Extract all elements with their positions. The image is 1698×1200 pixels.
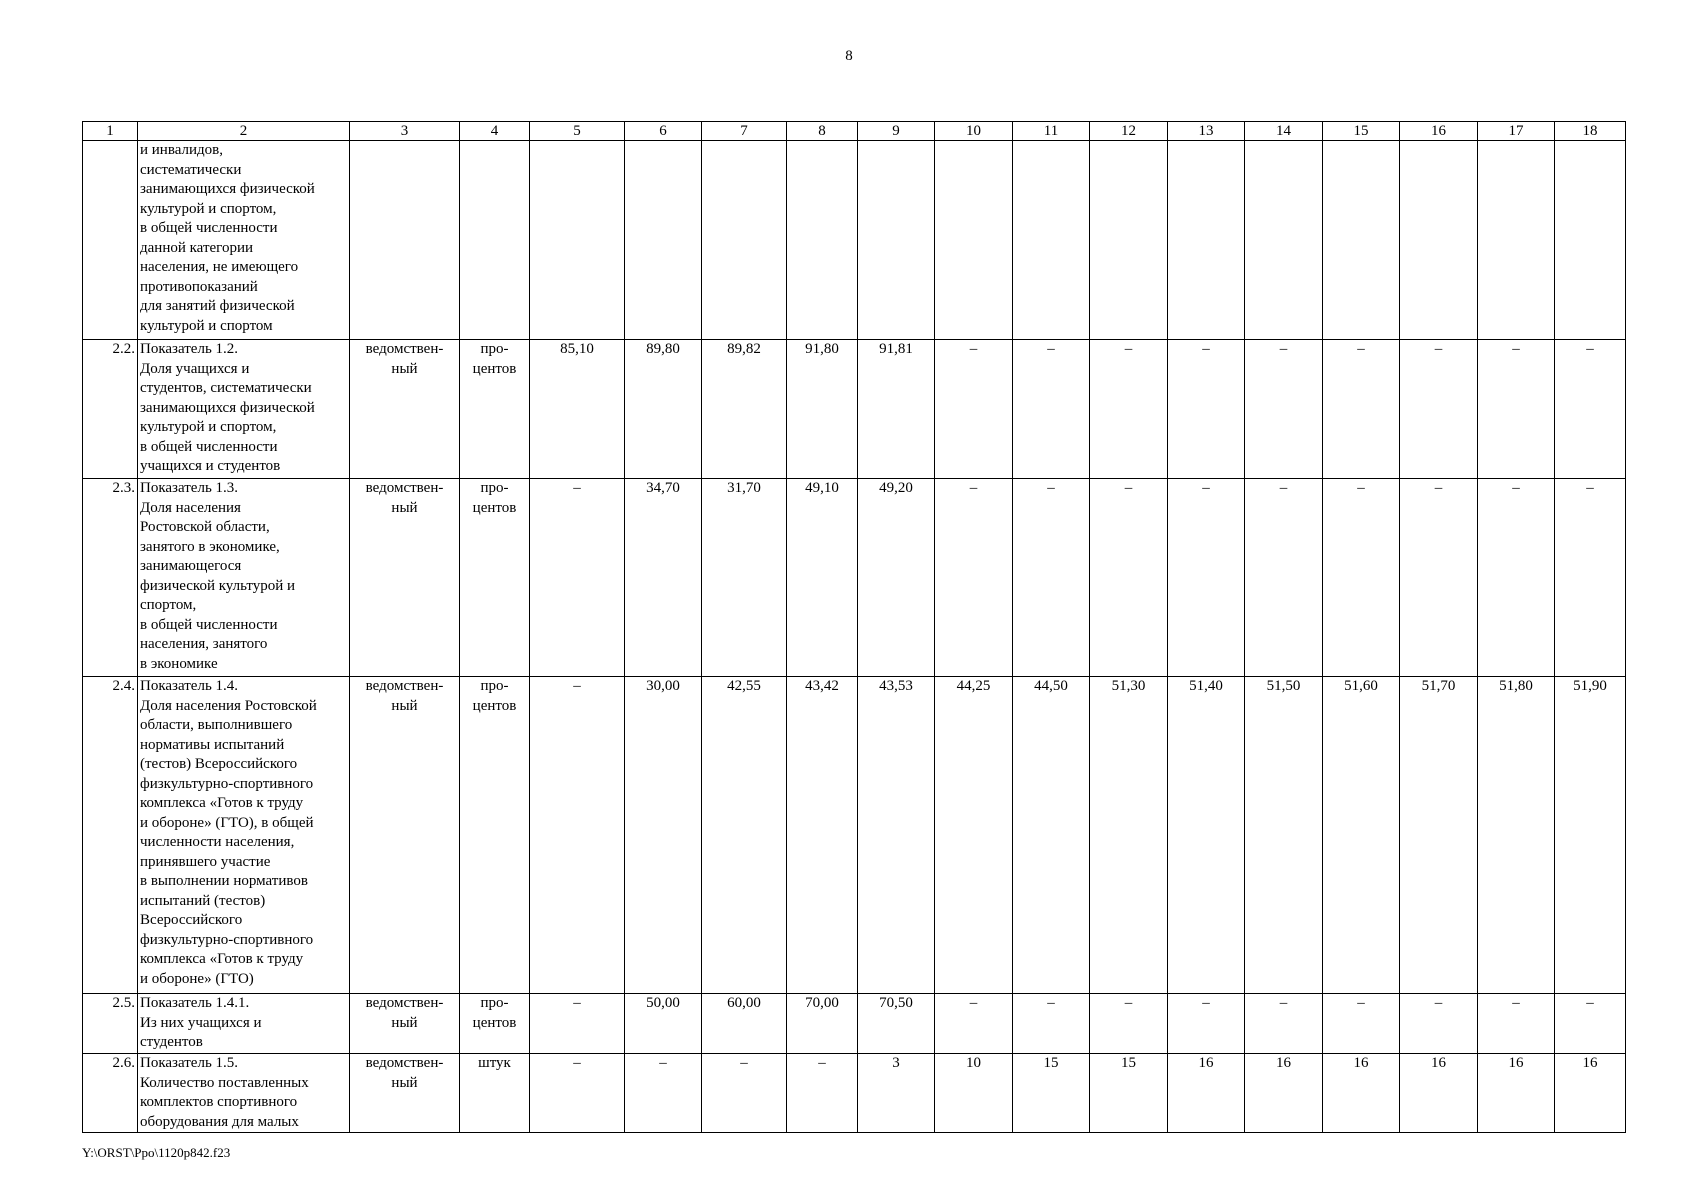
- value-cell: 16: [1478, 1054, 1555, 1133]
- value-cell: –: [530, 479, 625, 677]
- value-cell: 44,50: [1013, 677, 1090, 994]
- row-number: 2.5.: [83, 994, 138, 1054]
- unit-line: про-: [480, 341, 509, 357]
- column-number-6: 6: [625, 122, 702, 141]
- description-line: занятого в экономике,: [140, 538, 280, 555]
- value-cell: 49,20: [858, 479, 935, 677]
- description-line: Показатель 1.4.1.: [140, 995, 250, 1011]
- value-cell: 89,80: [625, 340, 702, 479]
- description-line: физкультурно-спортивного: [140, 931, 314, 948]
- value-cell: 51,90: [1555, 677, 1626, 994]
- value-cell: –: [625, 1054, 702, 1133]
- description-line: принявшего участие: [140, 853, 271, 870]
- description-line: (тестов) Всероссийского: [140, 756, 298, 772]
- unit-of-measure: [460, 1054, 530, 1133]
- table-row: [83, 677, 1626, 994]
- value-cell: 91,80: [787, 340, 858, 479]
- row-number: 2.4.: [83, 677, 138, 994]
- file-path-footer: Y:\ORST\Ppo\1120p842.f23: [82, 1145, 231, 1160]
- indicator-type: [350, 994, 460, 1054]
- description-line: культурой и спортом,: [140, 200, 277, 217]
- indicator-description: [138, 677, 350, 994]
- indicator-type: [350, 1054, 460, 1133]
- value-cell: 51,60: [1323, 677, 1400, 994]
- description-line: данной категории: [140, 239, 253, 256]
- value-cell: [858, 141, 935, 340]
- value-cell: 16: [1555, 1054, 1626, 1133]
- description-line: и инвалидов,: [140, 142, 223, 158]
- value-cell: –: [1245, 994, 1323, 1054]
- value-cell: 51,80: [1478, 677, 1555, 994]
- description-line: в общей численности: [140, 616, 278, 633]
- description-line: систематически: [140, 161, 242, 178]
- indicator-type-line: ный: [391, 499, 418, 516]
- value-cell: 16: [1400, 1054, 1478, 1133]
- unit-line: про-: [480, 995, 509, 1011]
- value-cell: –: [1555, 994, 1626, 1054]
- table-row: [83, 994, 1626, 1054]
- value-cell: 44,25: [935, 677, 1013, 994]
- column-number-14: 14: [1245, 122, 1323, 141]
- table-row: [83, 479, 1626, 677]
- description-line: Ростовской области,: [140, 519, 270, 535]
- description-line: Доля населения: [140, 499, 241, 516]
- value-cell: [1090, 141, 1168, 340]
- value-cell: 15: [1013, 1054, 1090, 1133]
- value-cell: –: [1400, 479, 1478, 677]
- indicator-description: [138, 994, 350, 1054]
- value-cell: –: [1323, 479, 1400, 677]
- description-line: Показатель 1.2.: [140, 341, 239, 357]
- description-line: занимающихся физической: [140, 399, 315, 416]
- value-cell: 51,30: [1090, 677, 1168, 994]
- value-cell: 85,10: [530, 340, 625, 479]
- value-cell: –: [1168, 340, 1245, 479]
- description-line: комплектов спортивного: [140, 1094, 298, 1110]
- indicators-table: [82, 121, 1626, 1133]
- column-number-11: 11: [1013, 122, 1090, 141]
- description-line: населения, не имеющего: [140, 259, 299, 275]
- value-cell: [530, 141, 625, 340]
- value-cell: –: [702, 1054, 787, 1133]
- column-number-8: 8: [787, 122, 858, 141]
- description-line: учащихся и студентов: [140, 458, 281, 474]
- value-cell: 51,50: [1245, 677, 1323, 994]
- description-line: Количество поставленных: [140, 1074, 309, 1091]
- value-cell: [625, 141, 702, 340]
- value-cell: –: [1245, 340, 1323, 479]
- indicator-type-line: ный: [391, 697, 418, 714]
- indicator-type-line: ный: [391, 1074, 418, 1091]
- value-cell: 43,42: [787, 677, 858, 994]
- table-row: [83, 340, 1626, 479]
- column-number-12: 12: [1090, 122, 1168, 141]
- indicator-type-line: ведомствен-: [365, 480, 444, 496]
- description-line: в общей численности: [140, 438, 278, 455]
- column-number-16: 16: [1400, 122, 1478, 141]
- value-cell: –: [1478, 994, 1555, 1054]
- description-line: комплекса «Готов к труду: [140, 951, 304, 967]
- value-cell: 30,00: [625, 677, 702, 994]
- value-cell: 16: [1245, 1054, 1323, 1133]
- unit-line: про-: [480, 678, 509, 694]
- value-cell: –: [1090, 994, 1168, 1054]
- value-cell: –: [1400, 994, 1478, 1054]
- table-row: [83, 141, 1626, 340]
- value-cell: –: [1245, 479, 1323, 677]
- unit-of-measure: [460, 479, 530, 677]
- description-line: в экономике: [140, 655, 218, 672]
- value-cell: 16: [1323, 1054, 1400, 1133]
- indicator-type-line: ный: [391, 360, 418, 377]
- unit-of-measure: [460, 677, 530, 994]
- unit-line: про-: [480, 480, 509, 496]
- indicator-description: [138, 141, 350, 340]
- description-line: Всероссийского: [140, 912, 243, 928]
- value-cell: –: [1478, 340, 1555, 479]
- description-line: Показатель 1.3.: [140, 480, 239, 496]
- description-line: комплекса «Готов к труду: [140, 795, 304, 811]
- value-cell: –: [935, 479, 1013, 677]
- value-cell: –: [1013, 994, 1090, 1054]
- value-cell: 89,82: [702, 340, 787, 479]
- column-number-2: 2: [138, 122, 350, 141]
- value-cell: 70,00: [787, 994, 858, 1054]
- value-cell: [787, 141, 858, 340]
- value-cell: 91,81: [858, 340, 935, 479]
- column-number-9: 9: [858, 122, 935, 141]
- value-cell: –: [1555, 479, 1626, 677]
- value-cell: –: [530, 1054, 625, 1133]
- unit-of-measure: [460, 340, 530, 479]
- value-cell: –: [787, 1054, 858, 1133]
- indicator-type: [350, 340, 460, 479]
- value-cell: [1168, 141, 1245, 340]
- value-cell: –: [1090, 479, 1168, 677]
- description-line: физкультурно-спортивного: [140, 775, 314, 792]
- column-number-17: 17: [1478, 122, 1555, 141]
- description-line: противопоказаний: [140, 278, 258, 295]
- description-line: Показатель 1.5.: [140, 1055, 239, 1071]
- description-line: Доля населения Ростовской: [140, 697, 317, 714]
- value-cell: –: [530, 677, 625, 994]
- value-cell: 43,53: [858, 677, 935, 994]
- unit-line: центов: [472, 360, 517, 377]
- description-line: Доля учащихся и: [140, 360, 250, 377]
- value-cell: –: [1555, 340, 1626, 479]
- unit-line: центов: [472, 1014, 517, 1031]
- row-number: 2.6.: [83, 1054, 138, 1133]
- table-header-row: [83, 122, 1626, 141]
- value-cell: –: [1168, 994, 1245, 1054]
- description-line: культурой и спортом,: [140, 419, 277, 435]
- description-line: спортом,: [140, 597, 197, 613]
- value-cell: 31,70: [702, 479, 787, 677]
- description-line: населения, занятого: [140, 636, 268, 652]
- value-cell: 51,40: [1168, 677, 1245, 994]
- value-cell: 34,70: [625, 479, 702, 677]
- value-cell: 50,00: [625, 994, 702, 1054]
- column-number-3: 3: [350, 122, 460, 141]
- indicator-type: [350, 677, 460, 994]
- value-cell: –: [1013, 340, 1090, 479]
- column-number-10: 10: [935, 122, 1013, 141]
- value-cell: [935, 141, 1013, 340]
- value-cell: 51,70: [1400, 677, 1478, 994]
- value-cell: 42,55: [702, 677, 787, 994]
- column-number-4: 4: [460, 122, 530, 141]
- indicator-type-line: ведомствен-: [365, 341, 444, 357]
- value-cell: –: [1400, 340, 1478, 479]
- row-number: 2.2.: [83, 340, 138, 479]
- column-number-7: 7: [702, 122, 787, 141]
- value-cell: –: [1323, 994, 1400, 1054]
- description-line: студентов, систематически: [140, 380, 312, 396]
- indicator-type-line: ведомствен-: [365, 1055, 444, 1071]
- unit-of-measure: [460, 994, 530, 1054]
- indicator-description: [138, 340, 350, 479]
- description-line: и обороне» (ГТО): [140, 970, 254, 987]
- description-line: численности населения,: [140, 834, 295, 850]
- table-row: [83, 1054, 1626, 1133]
- description-line: для занятий физической: [140, 298, 295, 314]
- value-cell: 49,10: [787, 479, 858, 677]
- value-cell: [1323, 141, 1400, 340]
- column-number-18: 18: [1555, 122, 1626, 141]
- unit-line: центов: [472, 697, 517, 714]
- description-line: физической культурой и: [140, 577, 296, 594]
- description-line: занимающихся физической: [140, 181, 315, 197]
- value-cell: 15: [1090, 1054, 1168, 1133]
- indicator-type-line: ведомствен-: [365, 678, 444, 694]
- description-line: Показатель 1.4.: [140, 678, 239, 694]
- description-line: оборудования для малых: [140, 1113, 299, 1130]
- column-number-5: 5: [530, 122, 625, 141]
- indicator-type: [350, 141, 460, 340]
- value-cell: –: [1013, 479, 1090, 677]
- value-cell: –: [935, 340, 1013, 479]
- description-line: культурой и спортом: [140, 317, 273, 334]
- value-cell: 70,50: [858, 994, 935, 1054]
- value-cell: [1478, 141, 1555, 340]
- value-cell: 3: [858, 1054, 935, 1133]
- description-line: занимающегося: [140, 558, 242, 574]
- value-cell: –: [530, 994, 625, 1054]
- description-line: Из них учащихся и: [140, 1014, 262, 1031]
- value-cell: 60,00: [702, 994, 787, 1054]
- value-cell: [702, 141, 787, 340]
- description-line: и обороне» (ГТО), в общей: [140, 814, 314, 831]
- value-cell: –: [1478, 479, 1555, 677]
- page-number: 8: [845, 48, 853, 64]
- unit-of-measure: [460, 141, 530, 340]
- indicator-type: [350, 479, 460, 677]
- value-cell: 16: [1168, 1054, 1245, 1133]
- description-line: области, выполнившего: [140, 717, 293, 733]
- indicator-type-line: ведомствен-: [365, 995, 444, 1011]
- row-number: [83, 141, 138, 340]
- value-cell: [1013, 141, 1090, 340]
- value-cell: –: [935, 994, 1013, 1054]
- unit-line: центов: [472, 499, 517, 516]
- description-line: в выполнении нормативов: [140, 873, 308, 889]
- value-cell: [1400, 141, 1478, 340]
- value-cell: [1555, 141, 1626, 340]
- column-number-13: 13: [1168, 122, 1245, 141]
- value-cell: [1245, 141, 1323, 340]
- description-line: в общей численности: [140, 220, 278, 236]
- value-cell: –: [1323, 340, 1400, 479]
- value-cell: 10: [935, 1054, 1013, 1133]
- value-cell: –: [1090, 340, 1168, 479]
- value-cell: –: [1168, 479, 1245, 677]
- description-line: студентов: [140, 1034, 203, 1050]
- description-line: испытаний (тестов): [140, 892, 266, 909]
- column-number-15: 15: [1323, 122, 1400, 141]
- unit-line: штук: [478, 1055, 511, 1071]
- row-number: 2.3.: [83, 479, 138, 677]
- indicator-description: [138, 479, 350, 677]
- description-line: нормативы испытаний: [140, 736, 285, 753]
- indicator-description: [138, 1054, 350, 1133]
- indicator-type-line: ный: [391, 1014, 418, 1031]
- column-number-1: 1: [83, 122, 138, 141]
